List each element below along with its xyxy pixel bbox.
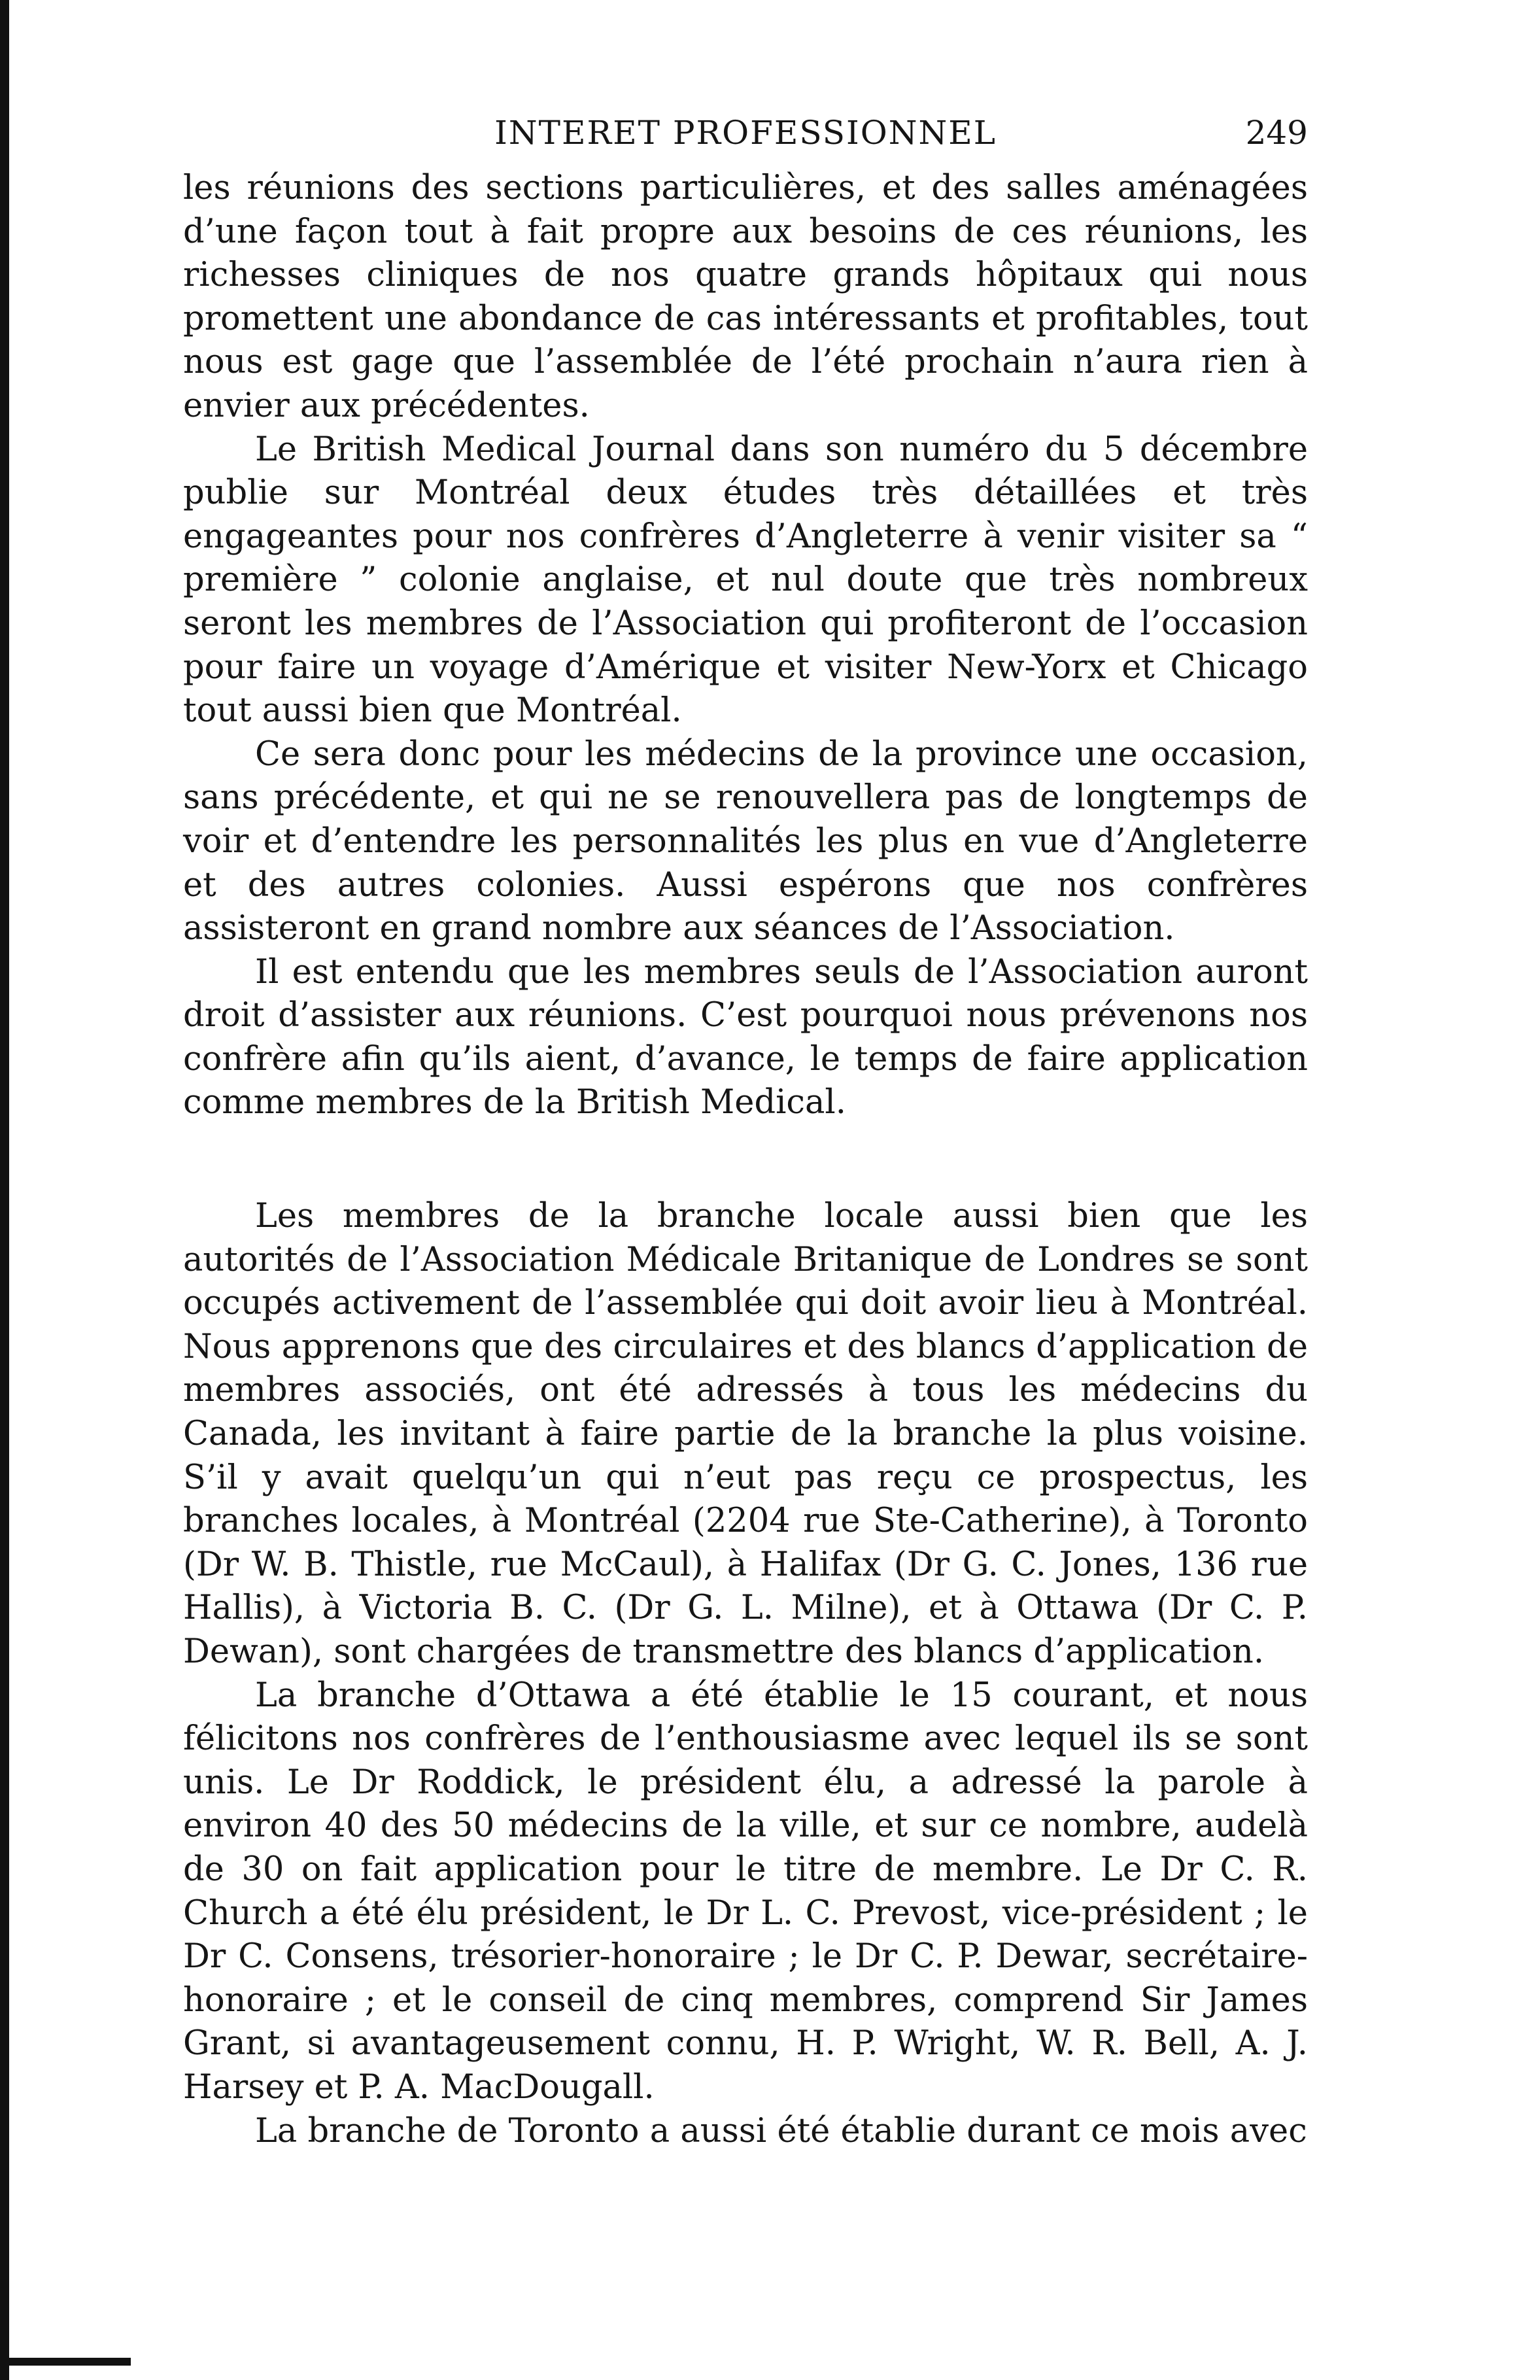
scan-gutter-foot xyxy=(0,2358,131,2366)
article-body xyxy=(183,167,1308,2153)
paragraph-2: Le British Medical Journal dans son numéro du 5 décembre publie sur Montréal deux études très détaillées et très engageantes pour nos confrères d’Angleterre à venir visiter sa “ première ” colonie anglaise, et nul doute que très nombreux seront les membres de l’Association qui profiteront de l’occasion pour faire un voyage d’Amérique et visiter New-Yorx et Chicago tout aussi bien que Montréal. xyxy=(183,430,1308,731)
running-title: INTERET PROFESSIONNEL xyxy=(494,114,997,152)
page-header xyxy=(183,105,1308,157)
paragraph-3: Ce sera donc pour les médecins de la province une occasion, sans précédente, et qui ne se renouvellera pas de longtemps de voir et d’entendre les personnalités les plus en vue d’Angleterre et des autres colonies. Aussi espérons que nos confrères assisteront en grand nombre aux séances de l’Association. xyxy=(183,734,1308,948)
paragraph-7: La branche de Toronto a aussi été établie durant ce mois avec xyxy=(255,2111,1307,2150)
paragraph-1: les réunions des sections particulières, et des salles aménagées d’une façon tout à fait propre aux besoins de ces réunions, les richesses cliniques de nos quatre grands hôpitaux qui nous promettent une abondance de cas intéressants et profitables, tout nous est gage que l’assemblée de l’été prochain n’aura rien à envier aux précédentes. xyxy=(183,169,1308,425)
scan-gutter-line xyxy=(0,0,9,2380)
page-number: 249 xyxy=(1245,114,1308,152)
paragraph-6: La branche d’Ottawa a été établie le 15 courant, et nous félicitons nos confrères de l’enthousiasme avec lequel ils se sont unis. Le Dr Roddick, le président élu, a adressé la parole à environ 40 des 50 médecins de la ville, et sur ce nombre, audelà de 30 on fait application pour le titre de membre. Le Dr C. R. Church a été élu président, le Dr L. C. Prevost, vice-président ; le Dr C. Consens, trésorier-honoraire ; le Dr C. P. Dewar, secrétaire-honoraire ; et le conseil de cinq membres, comprend Sir James Grant, si avantageusement connu, H. P. Wright, W. R. Bell, A. J. Harsey et P. A. MacDougall. xyxy=(183,1676,1308,2107)
paragraph-5: Les membres de la branche locale aussi bien que les autorités de l’Association Médicale Britanique de Londres se sont occupés activement de l’assemblée qui doit avoir lieu à Montréal. Nous apprenons que des circulaires et des blancs d’application de membres associés, ont été adressés à tous les médecins du Canada, les invitant à faire partie de la branche la plus voisine. S’il y avait quelqu’un qui n’eut pas reçu ce prospectus, les branches locales, à Montréal (2204 rue Ste-Catherine), à Toronto (Dr W. B. Thistle, rue McCaul), à Halifax (Dr G. C. Jones, 136 rue Hallis), à Victoria B. C. (Dr G. L. Milne), et à Ottawa (Dr C. P. Dewan), sont chargées de transmettre des blancs d’application. xyxy=(183,1197,1308,1671)
paragraph-4: Il est entendu que les membres seuls de l’Association auront droit d’assister aux réunions. C’est pourquoi nous prévenons nos confrère afin qu’ils aient, d’avance, le temps de faire application comme membres de la British Medical. xyxy=(183,952,1308,1122)
